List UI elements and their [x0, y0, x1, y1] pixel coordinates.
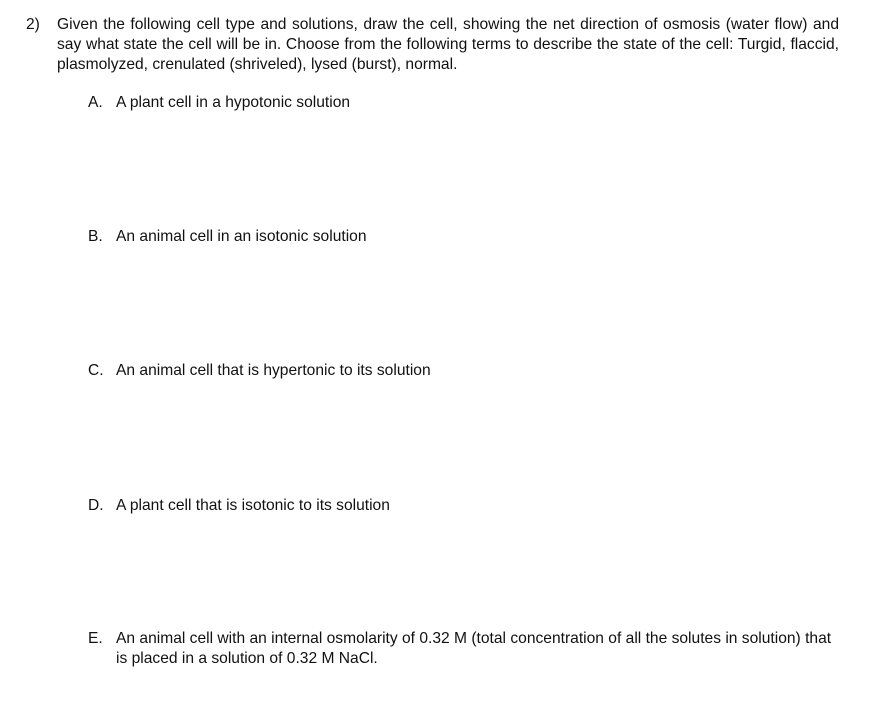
question-number: 2)	[26, 16, 40, 33]
part-a-text: A plant cell in a hypotonic solution	[116, 94, 351, 111]
part-d-text: A plant cell that is isotonic to its solution	[116, 497, 390, 514]
part-b-text: An animal cell in an isotonic solution	[116, 228, 367, 245]
part-a-letter: A.	[88, 94, 103, 111]
part-e-text: An animal cell with an internal osmolarity of 0.32 M (total concentration of all the solutes in solution) that is placed in a solution of 0.32 M NaCl.	[116, 630, 832, 667]
part-d-letter: D.	[88, 497, 104, 514]
part-c-text: An animal cell that is hypertonic to its solution	[116, 362, 431, 379]
part-b-letter: B.	[88, 228, 103, 245]
part-c-letter: C.	[88, 362, 104, 379]
part-e-letter: E.	[88, 630, 103, 647]
question-prompt: Given the following cell type and solutions, draw the cell, showing the net direction of osmosis (water flow) and say what state the cell will be in. Choose from the following terms to describe the state of the cell: Turgid, flaccid, plasmolyzed, crenulated (shriveled), lysed (burst), normal.	[57, 16, 839, 73]
